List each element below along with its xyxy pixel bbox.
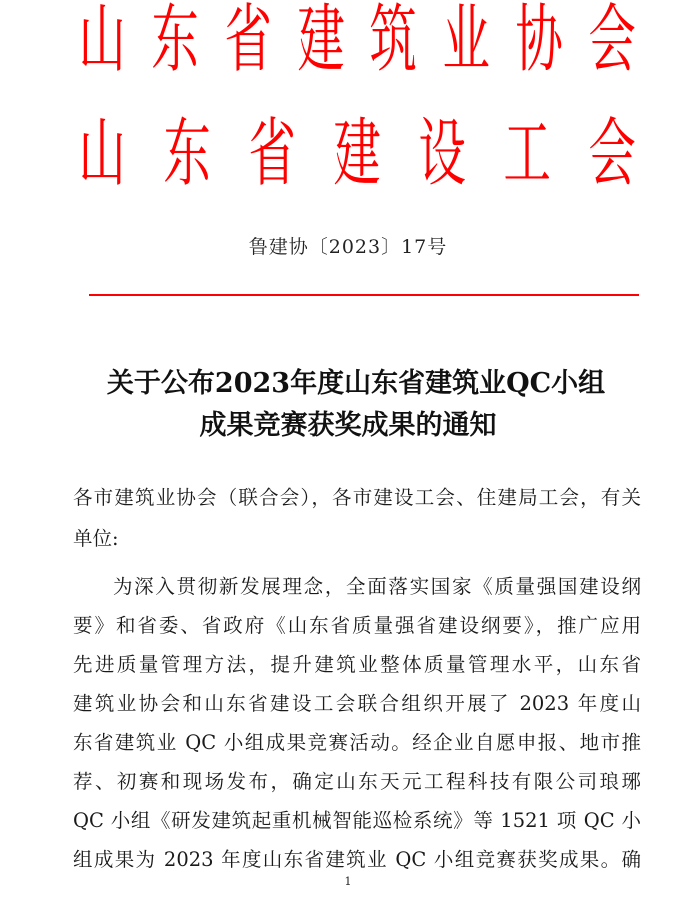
letterhead-char: 山 <box>78 110 126 197</box>
letterhead-char: 省 <box>224 0 272 83</box>
letterhead-char: 业 <box>442 0 491 83</box>
body-paragraph-line: 组成果为 2023 年度山东省建筑业 QC 小组竞赛获奖成果。确 <box>73 848 641 871</box>
letterhead-union-name <box>70 110 640 197</box>
body-line-addressees: 各市建筑业协会（联合会），各市建设工会、住建局工会，有关 <box>73 486 641 509</box>
document-title-line-2: 成果竞赛获奖成果的通知 <box>199 410 497 441</box>
letterhead-char: 设 <box>418 110 466 197</box>
letterhead-char: 协 <box>515 0 563 83</box>
body-paragraph-line: 建筑业协会和山东省建设工会联合组织开展了 2023 年度山 <box>73 692 641 715</box>
body-paragraph-line: 先进质量管理方法，提升建筑业整体质量管理水平，山东省 <box>73 653 641 676</box>
letterhead-char: 筑 <box>369 0 418 83</box>
letterhead-char: 会 <box>588 110 636 197</box>
letterhead-char: 会 <box>588 0 636 83</box>
letterhead-char: 工 <box>503 110 551 197</box>
letterhead-char: 建 <box>333 110 381 197</box>
body-paragraph-line: 为深入贯彻新发展理念，全面落实国家《质量强国建设纲 <box>113 575 641 598</box>
body-paragraph-line: 要》和省委、省政府《山东省质量强省建设纲要》，推广应用 <box>73 614 641 637</box>
body-paragraph-line: 东省建筑业 QC 小组成果竞赛活动。经企业自愿申报、地市推 <box>73 731 641 754</box>
body-paragraph-line: 荐、初赛和现场发布，确定山东天元工程科技有限公司琅琊 <box>73 770 641 793</box>
letterhead-char: 省 <box>248 110 296 197</box>
body-paragraph-line: QC 小组《研发建筑起重机械智能巡检系统》等 1521 项 QC 小 <box>73 809 641 832</box>
document-number: 鲁建协〔2023〕17号 <box>248 236 448 258</box>
letterhead-char: 建 <box>296 0 345 83</box>
page-number: 1 <box>344 875 352 888</box>
body-line-addressees-end: 单位: <box>73 527 119 550</box>
letterhead-char: 东 <box>163 110 211 197</box>
letterhead-association-name <box>70 2 640 82</box>
letterhead-char: 东 <box>151 0 199 83</box>
document-title-line-1: 关于公布2023年度山东省建筑业QC小组 <box>106 368 606 399</box>
letterhead-char: 山 <box>78 0 126 83</box>
red-divider-rule <box>89 294 639 296</box>
